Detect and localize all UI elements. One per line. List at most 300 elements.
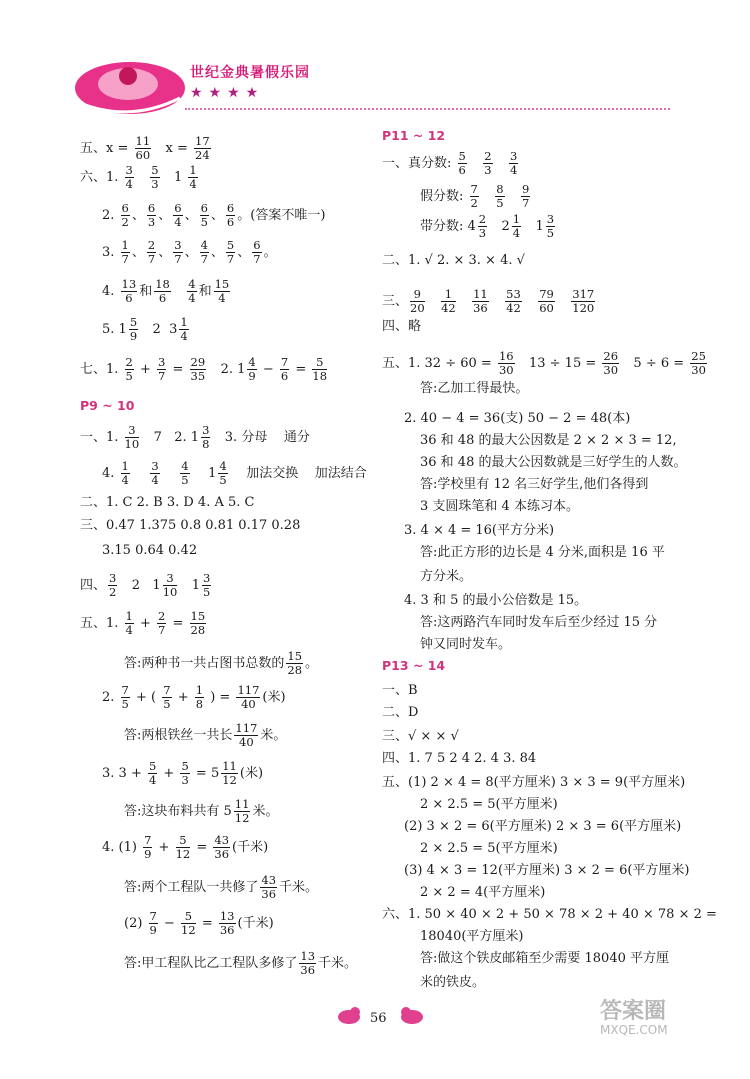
fraction bbox=[470, 183, 479, 210]
numerator: 15 bbox=[214, 277, 230, 291]
numerator: 5 bbox=[129, 315, 138, 329]
denominator: 5 bbox=[219, 473, 227, 487]
denominator: 3 bbox=[181, 773, 189, 787]
answer-text: 4. (1) bbox=[102, 840, 142, 855]
answer-text bbox=[495, 156, 507, 171]
denominator: 35 bbox=[190, 369, 206, 383]
fraction bbox=[180, 760, 189, 787]
answer-line: 二、D bbox=[382, 705, 419, 720]
denominator: 9 bbox=[248, 369, 256, 383]
numerator: 53 bbox=[506, 287, 521, 301]
fraction bbox=[149, 910, 158, 937]
answer-line bbox=[102, 684, 286, 711]
numerator: 7 bbox=[121, 683, 129, 697]
answer-line: 方分米。 bbox=[420, 569, 473, 584]
answer-text: = bbox=[291, 362, 311, 377]
fraction bbox=[195, 684, 204, 711]
denominator: 7 bbox=[147, 252, 156, 266]
answer-line bbox=[102, 460, 367, 487]
fraction bbox=[176, 834, 191, 861]
fraction bbox=[478, 213, 487, 240]
numerator: 4 bbox=[248, 355, 256, 369]
bird-icon bbox=[398, 1004, 426, 1026]
answer-text: 三、 bbox=[382, 294, 409, 309]
denominator: 24 bbox=[195, 148, 210, 162]
denominator: 4 bbox=[189, 177, 197, 191]
answer-line: 36 和 48 的最大公因数是 2 × 2 × 3 = 12, bbox=[420, 433, 677, 448]
fraction bbox=[187, 278, 196, 305]
answer-text: = 5 bbox=[191, 766, 220, 781]
denominator: 12 bbox=[181, 923, 196, 937]
fraction bbox=[226, 202, 235, 229]
denominator: 36 bbox=[261, 887, 277, 901]
answer-text: 七、1. bbox=[80, 362, 123, 377]
denominator: 4 bbox=[125, 177, 133, 191]
answer-text: 、 bbox=[210, 245, 224, 260]
answer-text: x = bbox=[153, 141, 193, 156]
numerator: 5 bbox=[176, 834, 191, 848]
fraction bbox=[179, 316, 188, 343]
answer-text: 米。 bbox=[260, 728, 287, 743]
watermark bbox=[600, 1000, 668, 1037]
denominator: 42 bbox=[506, 301, 521, 315]
header-stars: ★★★★ bbox=[190, 85, 265, 101]
answer-text: 3. 3 + bbox=[102, 766, 146, 781]
answer-text: = bbox=[192, 840, 212, 855]
answer-line: (2) 3 × 2 = 6(平方厘米) 2 × 3 = 6(平方厘米) bbox=[404, 819, 682, 834]
numerator: 3 bbox=[174, 238, 182, 252]
numerator: 2 bbox=[147, 238, 156, 252]
denominator: 3 bbox=[151, 177, 159, 191]
answer-line bbox=[124, 874, 318, 901]
numerator: 43 bbox=[214, 833, 230, 847]
fraction bbox=[200, 239, 209, 266]
answer-text: 3. 分母 通分 bbox=[212, 430, 310, 445]
answer-line bbox=[102, 202, 325, 229]
answer-line bbox=[382, 288, 597, 315]
answer-text: = bbox=[197, 916, 217, 931]
watermark-line1: 答案圈 bbox=[600, 999, 667, 1024]
watermark-line2: MXQE.COM bbox=[600, 1023, 668, 1038]
numerator: 4 bbox=[188, 277, 196, 291]
answer-text: + bbox=[154, 840, 174, 855]
numerator: 317 bbox=[572, 287, 595, 301]
answer-text: (千米) bbox=[237, 916, 274, 931]
answer-line bbox=[80, 135, 213, 162]
numerator: 9 bbox=[410, 288, 425, 302]
numerator: 4 bbox=[181, 459, 189, 473]
denominator: 12 bbox=[175, 847, 191, 861]
answer-text: + bbox=[159, 766, 179, 781]
answer-text: + bbox=[135, 616, 156, 631]
answer-text: 。 bbox=[305, 656, 319, 671]
fraction bbox=[252, 239, 261, 266]
answer-line bbox=[124, 798, 278, 825]
numerator: 11 bbox=[473, 287, 488, 301]
answer-text: = bbox=[168, 362, 188, 377]
answer-text bbox=[491, 294, 503, 309]
answer-line bbox=[124, 650, 318, 677]
fraction bbox=[505, 288, 522, 315]
numerator: 2 bbox=[484, 149, 492, 163]
answer-text: 米。 bbox=[252, 804, 279, 819]
answer-text: 2. 1 bbox=[208, 362, 246, 377]
numerator: 117 bbox=[237, 683, 260, 697]
answer-text: (千米) bbox=[232, 840, 269, 855]
answer-line: 答:学校里有 12 名三好学生,他们各得到 bbox=[420, 477, 649, 492]
denominator: 9 bbox=[144, 847, 152, 861]
answer-line: (3) 4 × 3 = 12(平方厘米) 3 × 2 = 6(平方厘米) bbox=[404, 863, 690, 878]
fraction bbox=[441, 288, 456, 315]
answer-text: 答:甲工程队比乙工程队多修了 bbox=[124, 956, 298, 971]
denominator: 60 bbox=[539, 301, 554, 315]
answer-text: 1 bbox=[179, 578, 200, 593]
denominator: 4 bbox=[121, 473, 129, 487]
answer-text: 加法交换 加法结合 bbox=[229, 466, 367, 481]
fraction bbox=[286, 650, 303, 677]
numerator: 7 bbox=[163, 683, 171, 697]
numerator: 5 bbox=[312, 356, 327, 370]
fraction bbox=[247, 356, 256, 383]
denominator: 7 bbox=[158, 623, 166, 637]
denominator: 8 bbox=[195, 697, 204, 711]
fraction bbox=[162, 684, 171, 711]
denominator: 5 bbox=[121, 697, 129, 711]
bird-icon bbox=[335, 1004, 363, 1026]
numerator: 3 bbox=[109, 571, 117, 585]
fraction bbox=[512, 213, 521, 240]
answer-line bbox=[102, 760, 263, 787]
fraction bbox=[509, 150, 518, 177]
numerator: 6 bbox=[174, 201, 182, 215]
fraction bbox=[173, 202, 182, 229]
answer-line: 三、√ × × √ bbox=[382, 729, 459, 744]
fraction bbox=[147, 202, 156, 229]
denominator: 4 bbox=[188, 291, 196, 305]
numerator: 1 bbox=[512, 212, 521, 226]
denominator: 4 bbox=[174, 215, 182, 229]
denominator: 30 bbox=[498, 363, 514, 377]
denominator: 4 bbox=[218, 291, 226, 305]
answer-line bbox=[80, 610, 208, 637]
answer-line: 18040(平方厘米) bbox=[420, 929, 524, 944]
answer-line bbox=[102, 239, 277, 266]
denominator: 12 bbox=[234, 811, 250, 825]
answer-line: 三、0.47 1.375 0.8 0.81 0.17 0.28 bbox=[80, 518, 301, 533]
denominator: 7 bbox=[253, 252, 261, 266]
numerator: 117 bbox=[235, 721, 258, 735]
denominator: 4 bbox=[512, 226, 521, 240]
answer-line: 答:此正方形的边长是 4 分米,面积是 16 平 bbox=[420, 545, 665, 560]
numerator: 7 bbox=[470, 182, 478, 196]
numerator: 6 bbox=[253, 238, 261, 252]
answer-line: 答:做这个铁皮邮箱至少需要 18040 平方厘 bbox=[420, 951, 669, 966]
answer-line: 2 × 2 = 4(平方厘米) bbox=[420, 885, 546, 900]
fraction bbox=[121, 684, 130, 711]
answer-line bbox=[420, 183, 532, 210]
answer-text: 答:两个工程队一共修了 bbox=[124, 880, 259, 895]
fraction bbox=[483, 150, 492, 177]
fraction bbox=[498, 350, 515, 377]
answer-text bbox=[173, 284, 185, 299]
answer-text: 千米。 bbox=[318, 956, 358, 971]
numerator: 15 bbox=[190, 609, 206, 623]
answer-text: 3. bbox=[102, 245, 119, 260]
denominator: 5 bbox=[163, 697, 171, 711]
denominator: 18 bbox=[312, 369, 328, 383]
answer-line: 3 支圆珠笔和 4 本练习本。 bbox=[420, 499, 579, 514]
answer-text: 、 bbox=[158, 245, 172, 260]
numerator: 3 bbox=[151, 459, 159, 473]
denominator: 60 bbox=[135, 148, 151, 162]
denominator: 4 bbox=[180, 329, 188, 343]
fraction bbox=[410, 288, 425, 315]
fraction bbox=[121, 460, 130, 487]
answer-line: 一、B bbox=[382, 683, 418, 698]
answer-text: 1 bbox=[191, 466, 217, 481]
fraction bbox=[125, 424, 140, 451]
fraction bbox=[521, 183, 530, 210]
numerator: 7 bbox=[149, 909, 157, 923]
answer-line bbox=[382, 350, 709, 377]
answer-text: 。(答案不唯一) bbox=[237, 208, 326, 223]
numerator: 1 bbox=[189, 163, 197, 177]
fraction bbox=[234, 798, 251, 825]
numerator: 79 bbox=[539, 287, 554, 301]
denominator: 2 bbox=[470, 196, 478, 210]
answer-text: 答:两种书一共占图书总数的 bbox=[124, 656, 285, 671]
denominator: 40 bbox=[239, 735, 254, 749]
answer-text: − bbox=[258, 362, 278, 377]
fraction bbox=[280, 356, 289, 383]
fraction bbox=[219, 910, 236, 937]
numerator: 3 bbox=[158, 355, 166, 369]
fraction bbox=[125, 356, 134, 383]
fraction bbox=[150, 164, 159, 191]
denominator: 6 bbox=[158, 291, 167, 305]
denominator: 10 bbox=[162, 585, 178, 599]
fraction bbox=[221, 760, 238, 787]
fraction bbox=[157, 356, 166, 383]
answer-line bbox=[80, 572, 213, 599]
numerator: 6 bbox=[147, 201, 156, 215]
numerator: 3 bbox=[125, 424, 140, 438]
answer-text: 答:两根铁丝一共长 bbox=[124, 728, 233, 743]
fraction bbox=[260, 874, 277, 901]
section-heading: P11 ~ 12 bbox=[382, 128, 446, 143]
denominator: 2 bbox=[121, 215, 129, 229]
denominator: 36 bbox=[214, 847, 230, 861]
answer-line: 3.15 0.64 0.42 bbox=[102, 543, 198, 558]
denominator: 5 bbox=[203, 585, 211, 599]
denominator: 9 bbox=[149, 923, 157, 937]
header-divider bbox=[185, 108, 670, 110]
answer-text: 四、 bbox=[80, 578, 107, 593]
answer-line bbox=[420, 213, 557, 240]
answer-text: 5 ÷ 6 = bbox=[621, 356, 689, 371]
answer-text bbox=[162, 466, 179, 481]
denominator: 7 bbox=[521, 196, 530, 210]
denominator: 5 bbox=[125, 369, 133, 383]
fraction bbox=[190, 610, 207, 637]
fraction bbox=[201, 424, 210, 451]
answer-text bbox=[524, 294, 536, 309]
denominator: 40 bbox=[241, 697, 256, 711]
fraction bbox=[190, 356, 207, 383]
denominator: 7 bbox=[121, 252, 129, 266]
answer-line: 六、1. 50 × 40 × 2 + 50 × 78 × 2 + 40 × 78 × 2 = bbox=[382, 907, 717, 922]
denominator: 5 bbox=[181, 473, 189, 487]
answer-line: 答:乙加工得最快。 bbox=[420, 381, 529, 396]
answer-text: 1 bbox=[161, 170, 187, 185]
denominator: 120 bbox=[572, 301, 595, 315]
denominator: 4 bbox=[151, 473, 159, 487]
answer-text: 2. bbox=[102, 208, 119, 223]
answer-line: 四、略 bbox=[382, 319, 422, 334]
answer-text: 答:这块布料共有 5 bbox=[124, 804, 232, 819]
denominator: 6 bbox=[226, 215, 235, 229]
answer-line bbox=[80, 356, 329, 383]
denominator: 4 bbox=[125, 623, 133, 637]
answer-text: + ( bbox=[131, 690, 161, 705]
section-heading: P13 ~ 14 bbox=[382, 658, 446, 673]
page-number: 56 bbox=[370, 1011, 387, 1026]
fraction bbox=[472, 288, 489, 315]
numerator: 2 bbox=[158, 609, 166, 623]
answer-line: 四、1. 7 5 2 4 2. 4 3. 84 bbox=[382, 751, 537, 766]
fraction bbox=[143, 834, 152, 861]
denominator: 3 bbox=[478, 226, 487, 240]
denominator: 8 bbox=[202, 437, 210, 451]
denominator: 28 bbox=[190, 623, 206, 637]
fraction bbox=[571, 288, 595, 315]
numerator: 13 bbox=[219, 909, 235, 923]
answer-text: + bbox=[135, 362, 156, 377]
denominator: 6 bbox=[458, 163, 466, 177]
answer-text: (米) bbox=[239, 766, 264, 781]
answer-text: 假分数: bbox=[420, 189, 468, 204]
numerator: 6 bbox=[121, 201, 129, 215]
numerator: 26 bbox=[603, 349, 619, 363]
answer-text: 和 bbox=[198, 284, 212, 299]
numerator: 4 bbox=[219, 459, 227, 473]
answer-text: 2 1 bbox=[119, 578, 161, 593]
fraction bbox=[121, 278, 138, 305]
answer-text: = bbox=[168, 616, 188, 631]
numerator: 5 bbox=[151, 163, 159, 177]
numerator: 4 bbox=[200, 238, 208, 252]
denominator: 9 bbox=[129, 329, 138, 343]
answer-text: 、 bbox=[158, 208, 172, 223]
denominator: 28 bbox=[287, 663, 303, 677]
answer-text: 千米。 bbox=[279, 880, 319, 895]
answer-text: 、 bbox=[184, 245, 198, 260]
answer-text: 、 bbox=[131, 245, 145, 260]
fraction bbox=[226, 239, 235, 266]
answer-text: 六、1. bbox=[80, 170, 123, 185]
denominator: 3 bbox=[484, 163, 492, 177]
numerator: 9 bbox=[521, 182, 530, 196]
fraction bbox=[458, 150, 467, 177]
answer-text: 2. bbox=[102, 690, 119, 705]
answer-text: 、 bbox=[131, 208, 145, 223]
numerator: 3 bbox=[509, 149, 518, 163]
answer-text: 、 bbox=[184, 208, 198, 223]
answer-text bbox=[481, 189, 493, 204]
denominator: 6 bbox=[125, 291, 133, 305]
answer-text: 一、真分数: bbox=[382, 156, 456, 171]
answer-text: 一、1. bbox=[80, 430, 123, 445]
fraction bbox=[690, 350, 707, 377]
fraction bbox=[157, 610, 166, 637]
answer-line: 二、1. C 2. B 3. D 4. A 5. C bbox=[80, 495, 255, 510]
numerator: 13 bbox=[121, 277, 137, 291]
denominator: 7 bbox=[174, 252, 182, 266]
answer-line bbox=[102, 278, 232, 305]
denominator: 36 bbox=[219, 923, 235, 937]
numerator: 3 bbox=[203, 571, 211, 585]
answer-line: 钟又同时发车。 bbox=[420, 637, 512, 652]
numerator: 5 bbox=[148, 759, 157, 773]
denominator: 10 bbox=[124, 437, 140, 451]
denominator: 4 bbox=[509, 163, 518, 177]
fraction bbox=[108, 572, 117, 599]
numerator: 43 bbox=[261, 873, 277, 887]
answer-text: 4. bbox=[102, 284, 119, 299]
numerator: 3 bbox=[125, 163, 133, 177]
fraction bbox=[129, 316, 138, 343]
numerator: 7 bbox=[144, 833, 152, 847]
answer-text bbox=[557, 294, 569, 309]
fraction bbox=[154, 278, 171, 305]
fraction bbox=[150, 460, 159, 487]
denominator: 36 bbox=[300, 963, 316, 977]
fraction bbox=[121, 239, 130, 266]
denominator: 30 bbox=[691, 363, 706, 377]
fraction bbox=[181, 910, 196, 937]
header-cartoon-icon bbox=[70, 48, 190, 118]
answer-text: 13 ÷ 15 = bbox=[516, 356, 601, 371]
fraction bbox=[312, 356, 327, 383]
numerator: 15 bbox=[287, 649, 303, 663]
numerator: 5 bbox=[181, 910, 196, 924]
answer-text: − bbox=[159, 916, 180, 931]
fraction bbox=[125, 610, 134, 637]
answer-line: 答:这两路汽车同时发车后至少经过 15 分 bbox=[420, 615, 658, 630]
answer-text: + bbox=[173, 690, 193, 705]
answer-text: 带分数: 4 bbox=[420, 219, 476, 234]
answer-text: 2 bbox=[489, 219, 510, 234]
answer-text bbox=[136, 170, 148, 185]
denominator: 3 bbox=[147, 215, 156, 229]
numerator: 1 bbox=[180, 315, 188, 329]
section-heading: P9 ~ 10 bbox=[80, 398, 135, 413]
answer-line bbox=[124, 910, 274, 937]
numerator: 2 bbox=[478, 212, 487, 226]
answer-text: ) = bbox=[206, 690, 235, 705]
fraction bbox=[173, 239, 182, 266]
answer-text: 1 bbox=[523, 219, 544, 234]
fraction bbox=[538, 288, 555, 315]
fraction bbox=[299, 950, 316, 977]
numerator: 6 bbox=[200, 201, 208, 215]
answer-text: 、 bbox=[210, 208, 224, 223]
denominator: 7 bbox=[226, 252, 235, 266]
denominator: 36 bbox=[473, 301, 488, 315]
answer-line bbox=[382, 150, 520, 177]
answer-line: 36 和 48 的最大公因数就是三好学生的人数。 bbox=[420, 455, 687, 470]
denominator: 6 bbox=[280, 369, 289, 383]
